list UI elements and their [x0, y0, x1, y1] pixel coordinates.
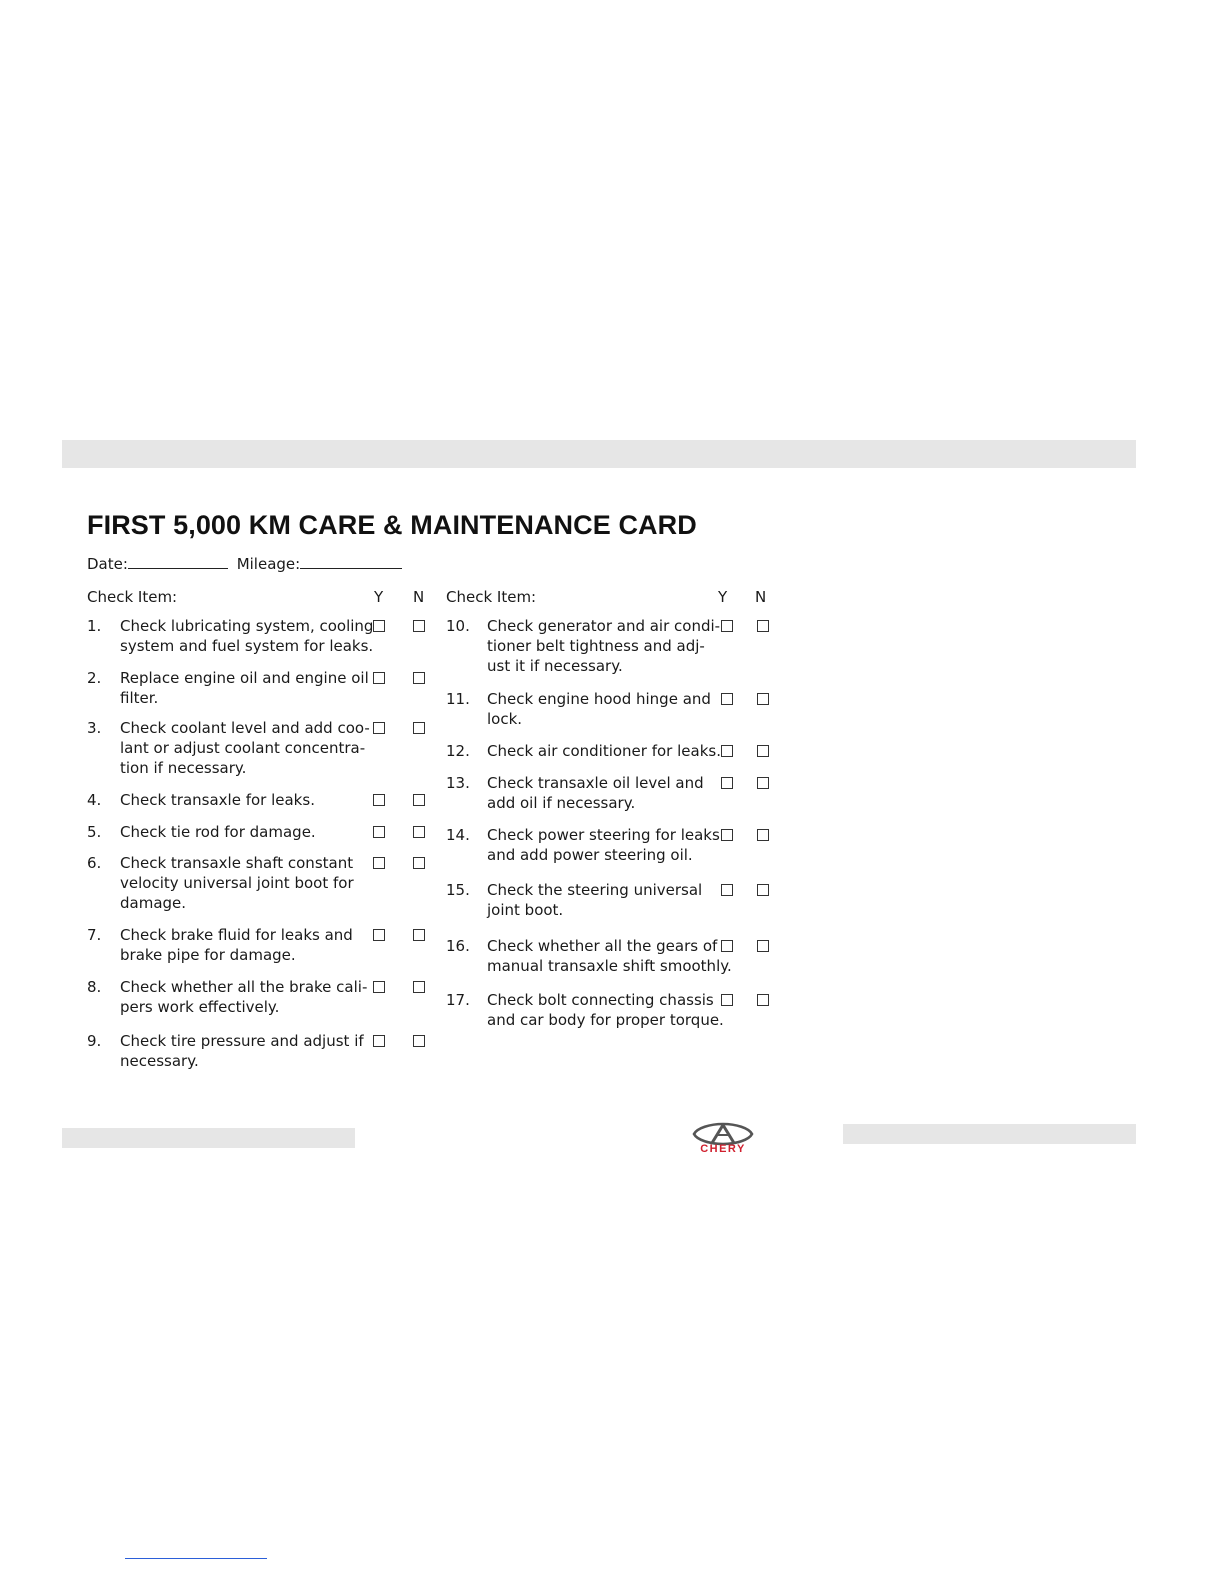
footer-band-left: [62, 1128, 355, 1148]
check-item-number: 15.: [446, 881, 470, 899]
check-item-number: 2.: [87, 669, 102, 687]
check-item-text: [487, 773, 704, 813]
no-checkbox[interactable]: [413, 672, 425, 684]
check-item: [446, 689, 786, 729]
no-checkbox[interactable]: [757, 777, 769, 789]
check-item: [87, 925, 427, 965]
check-item-text: [120, 718, 370, 778]
check-item: [87, 790, 427, 810]
check-item-line: Check transaxle shaft constant: [120, 854, 354, 872]
check-item-line: Check power steering for leaks: [487, 826, 720, 844]
check-item-number: 17.: [446, 991, 470, 1009]
check-item: [446, 880, 786, 920]
yes-checkbox[interactable]: [721, 829, 733, 841]
check-item: [446, 990, 786, 1030]
no-checkbox[interactable]: [757, 620, 769, 632]
check-item-line: add oil if necessary.: [487, 794, 636, 812]
check-item-line: necessary.: [120, 1052, 199, 1070]
check-item-number: 16.: [446, 937, 470, 955]
check-item-text: [120, 1031, 364, 1071]
yes-checkbox[interactable]: [373, 929, 385, 941]
check-item-number: 8.: [87, 978, 102, 996]
yes-checkbox[interactable]: [721, 940, 733, 952]
check-item-text: [120, 616, 373, 656]
date-label: Date:: [87, 555, 128, 573]
header-band: [62, 440, 1136, 468]
check-item-line: filter.: [120, 689, 159, 707]
yes-header: Y: [718, 588, 728, 606]
yes-checkbox[interactable]: [721, 745, 733, 757]
date-blank[interactable]: [128, 554, 228, 569]
no-checkbox[interactable]: [757, 994, 769, 1006]
check-item-line: joint boot.: [487, 901, 564, 919]
no-checkbox[interactable]: [757, 940, 769, 952]
no-checkbox[interactable]: [413, 981, 425, 993]
date-mileage-fields: [87, 554, 402, 573]
no-checkbox[interactable]: [757, 829, 769, 841]
check-item-line: Check whether all the gears of: [487, 937, 718, 955]
check-item: [446, 616, 786, 676]
check-item-line: lant or adjust coolant concentra-: [120, 739, 366, 757]
check-item-line: manual transaxle shift smoothly.: [487, 957, 732, 975]
check-item: [446, 936, 786, 976]
check-item-line: brake pipe for damage.: [120, 946, 296, 964]
check-item-number: 9.: [87, 1032, 102, 1050]
check-item-number: 10.: [446, 617, 470, 635]
check-item-number: 6.: [87, 854, 102, 872]
yes-checkbox[interactable]: [373, 672, 385, 684]
yes-checkbox[interactable]: [373, 620, 385, 632]
check-item-line: Check coolant level and add coo-: [120, 719, 370, 737]
check-item-text: [120, 977, 367, 1017]
yes-header: Y: [374, 588, 384, 606]
check-item-line: Check air conditioner for leaks.: [487, 742, 721, 760]
no-checkbox[interactable]: [413, 794, 425, 806]
check-item: [87, 1031, 427, 1071]
no-checkbox[interactable]: [757, 884, 769, 896]
check-item-line: damage.: [120, 894, 187, 912]
check-item-text: [120, 668, 369, 708]
check-item-line: Replace engine oil and engine oil: [120, 669, 369, 687]
check-item: [87, 718, 427, 778]
mileage-label: Mileage:: [236, 555, 301, 573]
check-item-line: Check transaxle for leaks.: [120, 791, 315, 809]
no-checkbox[interactable]: [413, 620, 425, 632]
footer-link-underline[interactable]: [125, 1558, 267, 1559]
check-item-line: Check bolt connecting chassis: [487, 991, 714, 1009]
check-item-line: system and fuel system for leaks.: [120, 637, 374, 655]
check-item-number: 4.: [87, 791, 102, 809]
check-item-line: tioner belt tightness and adj-: [487, 637, 705, 655]
footer-band-right: [843, 1124, 1136, 1144]
yes-checkbox[interactable]: [373, 826, 385, 838]
check-item-line: ust it if necessary.: [487, 657, 623, 675]
check-item-line: and car body for proper torque.: [487, 1011, 724, 1029]
check-item-text: [487, 936, 732, 976]
no-header: N: [755, 588, 767, 606]
check-item-number: 13.: [446, 774, 470, 792]
check-item-number: 7.: [87, 926, 102, 944]
check-item-text: [487, 990, 724, 1030]
check-item-line: lock.: [487, 710, 523, 728]
check-item-text: [487, 616, 720, 676]
check-item: [446, 773, 786, 813]
check-item: [87, 977, 427, 1017]
yes-checkbox[interactable]: [373, 1035, 385, 1047]
check-item-line: Check the steering universal: [487, 881, 703, 899]
yes-checkbox[interactable]: [373, 981, 385, 993]
no-checkbox[interactable]: [413, 929, 425, 941]
no-checkbox[interactable]: [413, 722, 425, 734]
check-item-text: [120, 822, 316, 842]
yes-checkbox[interactable]: [721, 693, 733, 705]
yes-checkbox[interactable]: [721, 777, 733, 789]
check-item: [446, 825, 786, 865]
check-item-line: Check transaxle oil level and: [487, 774, 704, 792]
check-item-number: 5.: [87, 823, 102, 841]
check-item-line: and add power steering oil.: [487, 846, 693, 864]
check-item-number: 3.: [87, 719, 102, 737]
check-item-text: [120, 790, 315, 810]
no-checkbox[interactable]: [413, 857, 425, 869]
mileage-blank[interactable]: [300, 554, 402, 569]
check-item-text: [487, 880, 702, 920]
no-checkbox[interactable]: [757, 693, 769, 705]
check-item-text: [487, 825, 720, 865]
yes-checkbox[interactable]: [721, 620, 733, 632]
yes-checkbox[interactable]: [373, 794, 385, 806]
check-item-text: [120, 925, 353, 965]
page-title: FIRST 5,000 KM CARE & MAINTENANCE CARD: [87, 510, 697, 540]
chery-logo: [690, 1122, 756, 1158]
check-item-number: 14.: [446, 826, 470, 844]
check-item: [446, 741, 786, 761]
check-item: [87, 668, 427, 708]
no-checkbox[interactable]: [413, 1035, 425, 1047]
check-item-text: [487, 689, 711, 729]
check-item-line: velocity universal joint boot for: [120, 874, 354, 892]
check-item-text: [487, 741, 721, 761]
check-item-line: Check whether all the brake cali-: [120, 978, 368, 996]
check-item-number: 11.: [446, 690, 470, 708]
chery-logo-text: CHERY: [700, 1143, 746, 1155]
no-header: N: [413, 588, 425, 606]
yes-checkbox[interactable]: [373, 722, 385, 734]
check-item-line: Check lubricating system, cooling: [120, 617, 374, 635]
check-item-number: 1.: [87, 617, 102, 635]
check-item-line: pers work effectively.: [120, 998, 280, 1016]
check-item-line: tion if necessary.: [120, 759, 247, 777]
no-checkbox[interactable]: [757, 745, 769, 757]
check-item-line: Check generator and air condi-: [487, 617, 721, 635]
check-item-text: [120, 853, 354, 913]
check-item-line: Check brake fluid for leaks and: [120, 926, 353, 944]
check-item-number: 12.: [446, 742, 470, 760]
check-item-header: Check Item:: [87, 588, 178, 606]
yes-checkbox[interactable]: [721, 994, 733, 1006]
check-item-line: Check tire pressure and adjust if: [120, 1032, 364, 1050]
check-item-line: Check engine hood hinge and: [487, 690, 711, 708]
check-item-header: Check Item:: [446, 588, 537, 606]
yes-checkbox[interactable]: [721, 884, 733, 896]
check-item-line: Check tie rod for damage.: [120, 823, 316, 841]
check-item: [87, 853, 427, 913]
yes-checkbox[interactable]: [373, 857, 385, 869]
no-checkbox[interactable]: [413, 826, 425, 838]
check-item: [87, 822, 427, 842]
check-item: [87, 616, 427, 656]
